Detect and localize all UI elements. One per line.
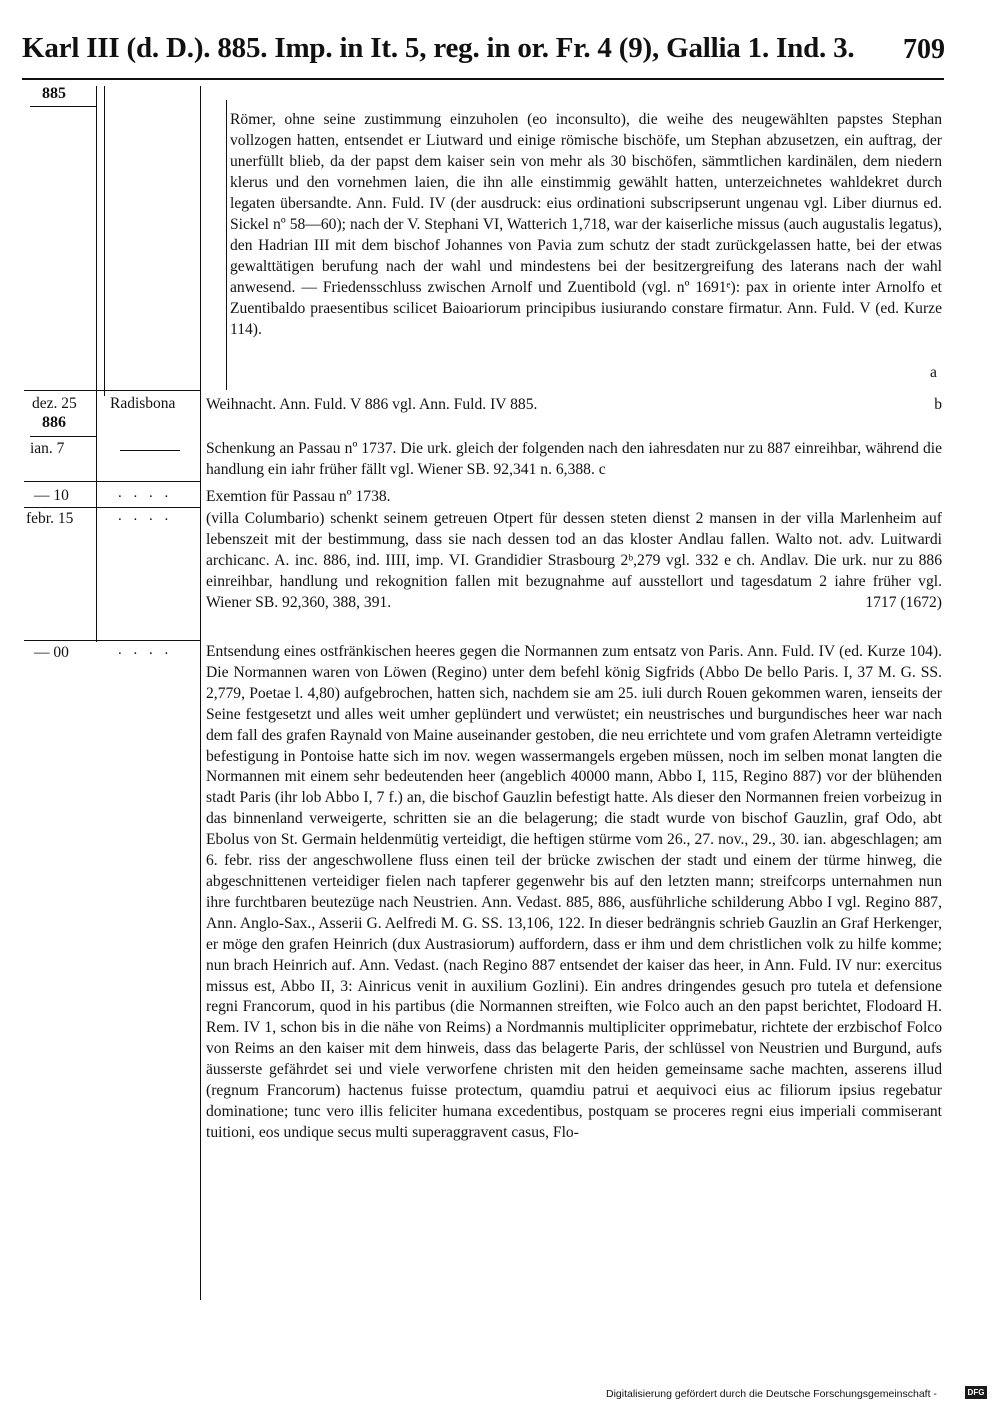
- entry-text: [206, 486, 942, 507]
- year-rule-886: [30, 436, 96, 437]
- paragraph-mark-b: b: [934, 396, 942, 413]
- place-ditto-dash: [120, 450, 180, 451]
- year-label-885: 885: [42, 85, 66, 102]
- page-number: 709: [903, 34, 945, 65]
- entry-separator: [24, 481, 200, 482]
- date-column-divider: [96, 86, 97, 642]
- header-rule: [22, 78, 944, 80]
- continuation-divider: [226, 100, 227, 390]
- place-ditto-dots: . . . .: [118, 508, 173, 524]
- paragraph-mark-c: c: [598, 461, 606, 478]
- entry-separator: [24, 390, 200, 391]
- place-column-divider: [104, 86, 105, 396]
- entry-date: — 00: [34, 644, 69, 661]
- text-divider-long: [200, 640, 201, 1300]
- text-column-divider: [200, 86, 201, 396]
- entry-date: febr. 15: [26, 510, 74, 527]
- text-divider-lower: [200, 392, 201, 644]
- entry-separator: [24, 507, 200, 508]
- footer-credit: Digitalisierung gefördert durch die Deutsche Forschungsgemeinschaft -: [606, 1388, 937, 1400]
- entry-body: Weihnacht. Ann. Fuld. V 886 vgl. Ann. Fuld. IV 885.: [206, 396, 538, 413]
- entry-place: Radisbona: [110, 395, 176, 412]
- entry-separator: [24, 640, 200, 641]
- year-label-886: 886: [42, 414, 66, 431]
- year-rule-885: [30, 106, 96, 107]
- continuation-paragraph: [230, 109, 942, 340]
- entry-date: — 10: [34, 487, 69, 504]
- entry-number: 1717 (1672): [865, 594, 942, 611]
- entry-body: Entsendung eines ostfränkischen heeres gegen die Normannen zum entsatz von Paris. Ann. Fuld. IV (ed. Kurze 104). Die Normannen waren von Löwen (Regino) unter dem befehl könig Sigfrids (Abbo De bello Paris. I, 37 M. G. SS. 2,779, Poetae l. 4,80) aufgebrochen, hatten sich, nachdem sie am 25. iuli durch Rouen gekommen waren, ienseits der Seine festgesetzt und alles weit umher geplündert und verwüstet; ein neustrisches und burgundisches heer war nach dem fall des grafen Raynald von Maine auseinander gestoben, die neu errichtete und vom grafen Aletramn verteidigte befestigung in Pontoise hatte sich im nov. wegen wassermangels ergeben müssen, noch im selben monat langten die Normannen mit einem sehr bedeutenden heer (angeblich 40000 mann, Abbo I, 115, Regino 887) vor der blühenden stadt Paris (ihr lob Abbo I, 7 f.) an, die bischof Gauzlin befestigt hatte. Als dieser den Normannen freien vorbeizug in das binnenland verweigerte, schritten sie an die belagerung; die stadt wurde von bischof Gauzlin, graf Odo, abt Ebolus von St. Germain heldenmütig verteidigt, die heftigen stürme vom 26., 27. nov., 29., 30. ian. abgeschlagen; am 6. febr. riss der angeschwollene fluss einen teil der brücke zwischen der stadt und einem der türme hinweg, die abgeschnittenen verteidiger fielen nach tapferer gegenwehr bis auf den letzten mann; streifcorps unternahmen nun ihre furchtbaren beutezüge nach Neustrien. Ann. Vedast. 885, 886, ausführliche schilderung Abbo I vgl. Regino 887, Ann. Anglo-Sax., Asserii G. Aelfredi M. G. SS. 13,106, 122. In dieser bedrängnis schrieb Gauzlin an Graf Herkenger, er möge den grafen Heinrich (dux Austrasiorum) auffordern, dass er ihm und dem christlichen volk zu hilfe komme; nun brach Heinrich auf. Ann. Vedast. (nach Regino 887 entsendet der kaiser das heer, in Ann. Fuld. IV nur: exercitus missus est, Abbo II, 3: Ainricus venit in auxilium Gozlini). Ein andres dringendes gesuch pro tutela et defensione regni Francorum, quod in his partibus (die Normannen streiften, wie Folco auch an den papst berichtet, Flodoard H. Rem. IV 1, schon bis in die nähe von Reims) a Nordmannis multipliciter opprimebatur, richtete der erzbischof Folco von Reims an den kaiser mit dem hinweis, dass das belagerte Paris, der schlüssel von Neustrien und Burgund, aufs äusserste gefährdet sei und viele verworfene christen mit den heiden gemeinsame sache machten, asserens illud (regnum Francorum) hactenus fuisse protectum, quamdiu patrui et aequivoci eius ac filiorum ipsius regebatur dominatione; tunc vero illis feliciter humana excedentibus, postquam se proceres regni eius imperiali commiserant tuitioni, eos undique secus multi superaggravent casus, Flo-: [206, 643, 942, 1141]
- continuation-text: Römer, ohne seine zustimmung einzuholen (eo inconsulto), die weihe des neugewählten papstes Stephan vollzogen hatten, entsendet er Liutward und einige römische bischöfe, um Stephan abzusetzen, ein auftrag, der unerfüllt blieb, da der papst dem kaiser sein von mehr als 30 bischöfen, sämmtlichen kardinälen, dem niedern klerus und den vornehmen laien, die ihn alle einstimmig gewählt hatten, unterzeichnetes wahldekret durch legaten übersandte. Ann. Fuld. IV (der ausdruck: eius ordinationi subscripserunt ungenau vgl. Liber diurnus ed. Sickel nº 58—60); nach der V. Stephani VI, Watterich 1,718, war der kaiserliche missus (auch augustalis legatus), den Hadrian III mit dem bischof Johannes von Pavia zum schutz der stadt zurückgelassen hatte, bei der etwas gewalttätigen berufung nach der wahl und mindestens bei der besitzergreifung des laterans nach der wahl anwesend. — Friedensschluss zwischen Arnolf und Zuentibold (vgl. nº 1691ᵉ): pax in oriente inter Arnolfo et Zuentibaldo praesentibus scilicet Baioariorum principibus iusiurando constare firmatur. Ann. Fuld. V (ed. Kurze 114).: [230, 111, 942, 338]
- entry-body: Exemtion für Passau nº 1738.: [206, 488, 391, 505]
- dfg-logo: DFG: [965, 1386, 987, 1399]
- entry-text: [206, 508, 942, 613]
- entry-date: ian. 7: [30, 440, 65, 457]
- entry-text: [206, 438, 942, 480]
- place-ditto-dots: . . . .: [118, 485, 173, 501]
- entry-body: Schenkung an Passau nº 1737. Die urk. gleich der folgenden nach den iahresdaten nur zu 887 einreihbar, während die handlung ein iahr früher fällt vgl. Wiener SB. 92,341 n. 6,388.: [206, 440, 942, 478]
- place-ditto-dots: . . . .: [118, 642, 173, 658]
- page-title: Karl III (d. D.). 885. Imp. in It. 5, reg. in or. Fr. 4 (9), Gallia 1. Ind. 3.: [22, 32, 855, 64]
- entry-date: dez. 25: [32, 395, 77, 412]
- paragraph-mark-a: a: [930, 364, 937, 381]
- entry-text: [206, 642, 942, 1144]
- entry-text: [206, 394, 942, 415]
- entry-body: (villa Columbario) schenkt seinem getreuen Otpert für dessen steten dienst 2 mansen in der villa Marlenheim auf lebenszeit mit der bestimmung, dass sie nach dessen tod an das kloster Andlau fallen. Walto not. adv. Luitwardi archicanc. A. inc. 886, ind. IIII, imp. VI. Grandidier Strasbourg 2ᵇ,279 vgl. 332 e ch. Andlav. Die urk. nur zu 886 einreihbar, handlung und rekognition fallen mit bezugnahme auf ausstellort und tagesdatum 2 iahre früher vgl. Wiener SB. 92,360, 388, 391.: [206, 510, 942, 611]
